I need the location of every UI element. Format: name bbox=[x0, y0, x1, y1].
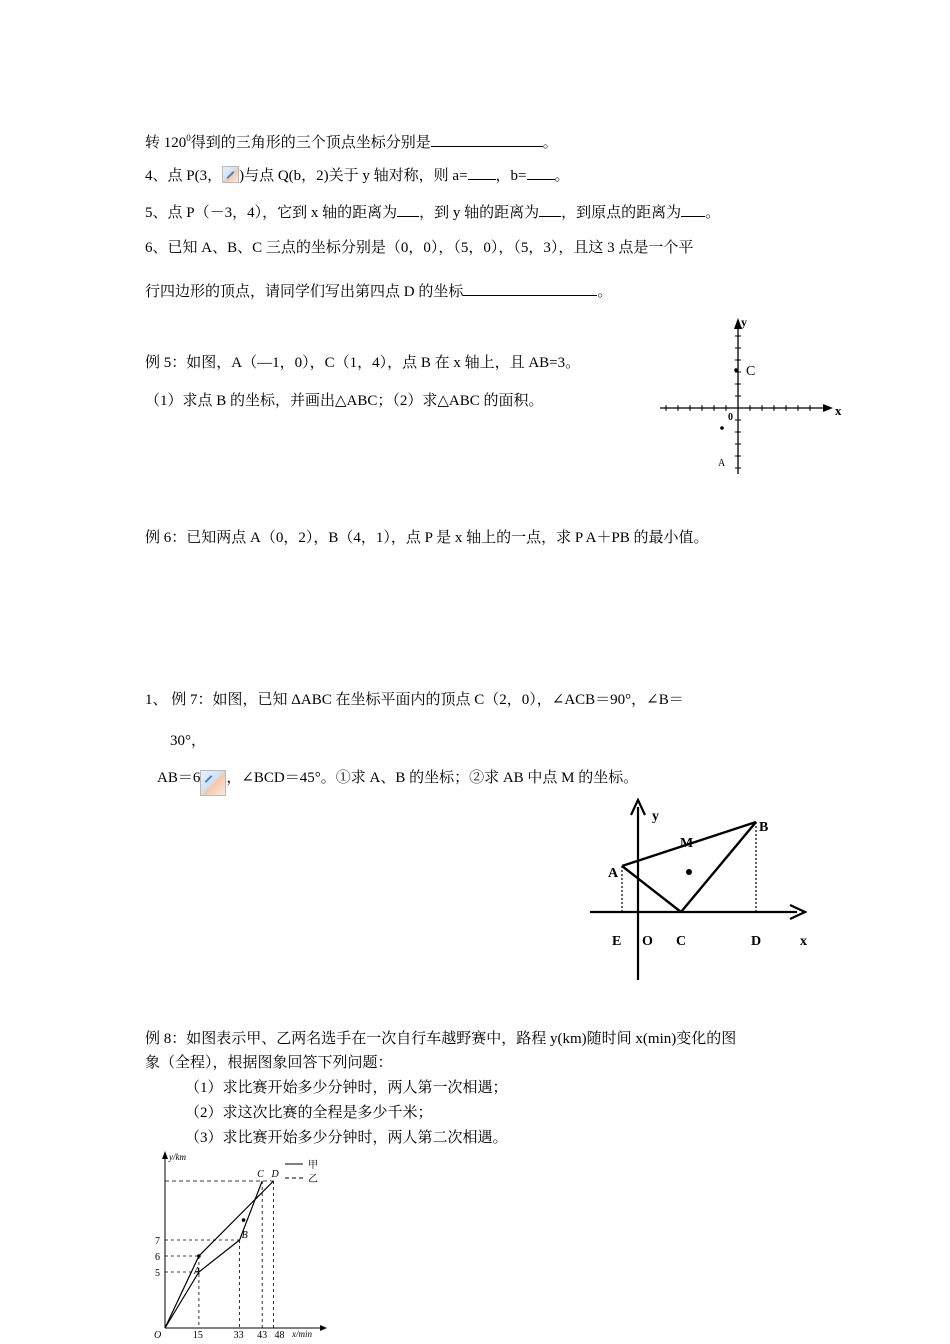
ex7-d-label: D bbox=[751, 934, 762, 949]
q4-text-c: ，b= bbox=[495, 168, 527, 184]
ex7-m-label: M bbox=[680, 836, 694, 851]
ex5-a-label: A bbox=[718, 458, 726, 469]
ex5-c-label: C bbox=[746, 364, 756, 379]
broken-image-icon bbox=[222, 166, 239, 183]
ex7-ab-length: AB＝6 bbox=[157, 770, 201, 786]
ex8-x-tick-48: 48 bbox=[274, 1330, 285, 1340]
broken-image-icon bbox=[200, 770, 226, 796]
ex8-series-line-yi bbox=[165, 1181, 273, 1328]
ex8-origin-label: O bbox=[154, 1330, 162, 1340]
ex7-side-ac bbox=[622, 866, 681, 912]
ex8-y-tick-7: 7 bbox=[155, 1236, 160, 1247]
ex8-point-label-B: B bbox=[241, 1230, 248, 1241]
ex7-line1: 1、 例 7：如图，已知 ΔABC 在坐标平面内的顶点 C（2，0），∠ACB＝90°，∠B＝ bbox=[145, 692, 684, 708]
q5-text-c: ，到原点的距离为 bbox=[561, 205, 682, 221]
ex8-x-tick-15: 15 bbox=[192, 1330, 203, 1340]
q3-answer-blank[interactable] bbox=[431, 131, 543, 147]
ex7-line3-rest: ，∠BCD＝45°。①求 A、B 的坐标；②求 AB 中点 M 的坐标。 bbox=[226, 770, 639, 786]
ex8-point-label-A: A bbox=[193, 1266, 201, 1277]
ex8-series-line-jia bbox=[165, 1181, 262, 1328]
q4-line bbox=[145, 164, 570, 186]
ex8-question-2: （2）求这次比赛的全程是多少千米； bbox=[185, 1105, 433, 1121]
q4-a-blank[interactable] bbox=[468, 164, 496, 180]
q4-text-a: 4、点 P(3， bbox=[145, 168, 223, 184]
ex8-second-meet-point bbox=[242, 1218, 246, 1222]
ex8-line2: 象（全程），根据图象回答下列问题： bbox=[145, 1055, 393, 1071]
ex5-point-c bbox=[734, 368, 738, 372]
ex5-line2: （1）求点 B 的坐标，并画出△ABC；（2）求△ABC 的面积。 bbox=[145, 393, 544, 409]
ex8-y-tick-6: 6 bbox=[155, 1252, 160, 1263]
q3-line bbox=[145, 128, 558, 153]
ex8-legend-label-1: 乙 bbox=[308, 1174, 318, 1185]
ex7-y-label: y bbox=[652, 809, 659, 824]
ex5-line1: 例 5：如图，A（—1，0），C（1，4），点 B 在 x 轴上，且 AB=3。 bbox=[145, 355, 581, 371]
q5-x-axis-blank[interactable] bbox=[397, 201, 419, 217]
ex7-c-label: C bbox=[676, 934, 687, 949]
ex8-distance-time-chart bbox=[145, 1148, 335, 1340]
ex8-question-1: （1）求比赛开始多少分钟时，两人第一次相遇； bbox=[185, 1080, 508, 1096]
ex8-point-label-D: D bbox=[271, 1169, 279, 1180]
ex7-line3 bbox=[157, 768, 638, 796]
ex8-legend-label-0: 甲 bbox=[308, 1160, 318, 1171]
q4-text-b: )与点 Q(b，2)关于 y 轴对称，则 a= bbox=[239, 168, 468, 184]
ex5-origin-label: 0 bbox=[728, 412, 733, 423]
q5-origin-blank[interactable] bbox=[681, 201, 705, 217]
q4-b-blank[interactable] bbox=[527, 164, 555, 180]
ex8-x-arrow bbox=[320, 1325, 327, 1331]
ex5-x-label: x bbox=[835, 403, 842, 418]
ex7-e-label: E bbox=[612, 934, 622, 949]
ex8-point-label-C: C bbox=[257, 1169, 264, 1180]
ex8-meet-point bbox=[197, 1254, 201, 1258]
ex5-x-arrow bbox=[823, 404, 833, 412]
ex5-coordinate-figure bbox=[655, 312, 850, 482]
ex7-line2: 30°， bbox=[170, 733, 206, 749]
q4-end: 。 bbox=[554, 168, 570, 184]
ex5-y-label: y bbox=[741, 315, 747, 329]
ex6-line: 例 6：已知两点 A（0，2），B（4，1），点 P 是 x 轴上的一点，求 P A＋PB 的最小值。 bbox=[145, 530, 709, 546]
ex7-o-label: O bbox=[642, 934, 653, 949]
ex8-x-tick-33: 33 bbox=[233, 1330, 244, 1340]
ex8-y-arrow bbox=[162, 1151, 168, 1159]
q5-text-b: ，到 y 轴的距离为 bbox=[419, 205, 540, 221]
q5-y-axis-blank[interactable] bbox=[539, 201, 561, 217]
ex8-question-3: （3）求比赛开始多少分钟时，两人第二次相遇。 bbox=[185, 1130, 508, 1146]
ex7-a-label: A bbox=[608, 866, 619, 881]
q6-answer-blank[interactable] bbox=[463, 280, 597, 296]
ex7-x-label: x bbox=[800, 934, 807, 949]
q3-text-b: 得到的三角形的三个顶点坐标分别是 bbox=[190, 135, 431, 151]
q3-text-a: 转 120 bbox=[145, 135, 187, 151]
q6-text: 行四边形的顶点，请同学们写出第四点 D 的坐标 bbox=[145, 284, 464, 300]
ex8-y-axis-label: y/km bbox=[169, 1152, 186, 1162]
q6-line1: 6、已知 A、B、C 三点的坐标分别是（0，0），（5，0），（5，3），且这 3 点是一个平 bbox=[145, 240, 694, 256]
ex8-x-tick-43: 43 bbox=[257, 1330, 268, 1340]
ex7-b-label: B bbox=[759, 820, 769, 835]
ex5-point-a bbox=[720, 426, 724, 430]
ex8-line1: 例 8：如图表示甲、乙两名选手在一次自行车越野赛中，路程 y(km)随时间 x(min)变化的图 bbox=[145, 1031, 737, 1047]
q5-line bbox=[145, 201, 720, 223]
ex7-triangle-figure bbox=[585, 795, 815, 985]
q5-end: 。 bbox=[705, 205, 721, 221]
ex7-point-m bbox=[686, 869, 692, 875]
ex8-x-axis-label: x/min bbox=[292, 1329, 312, 1339]
q5-text-a: 5、点 P（－3，4），它到 x 轴的距离为 bbox=[145, 205, 398, 221]
ex8-y-tick-5: 5 bbox=[155, 1268, 160, 1279]
q3-end: 。 bbox=[542, 135, 558, 151]
q3-degree-sup: 0 bbox=[186, 133, 191, 143]
q6-end: 。 bbox=[597, 284, 613, 300]
q6-line2 bbox=[145, 280, 612, 302]
